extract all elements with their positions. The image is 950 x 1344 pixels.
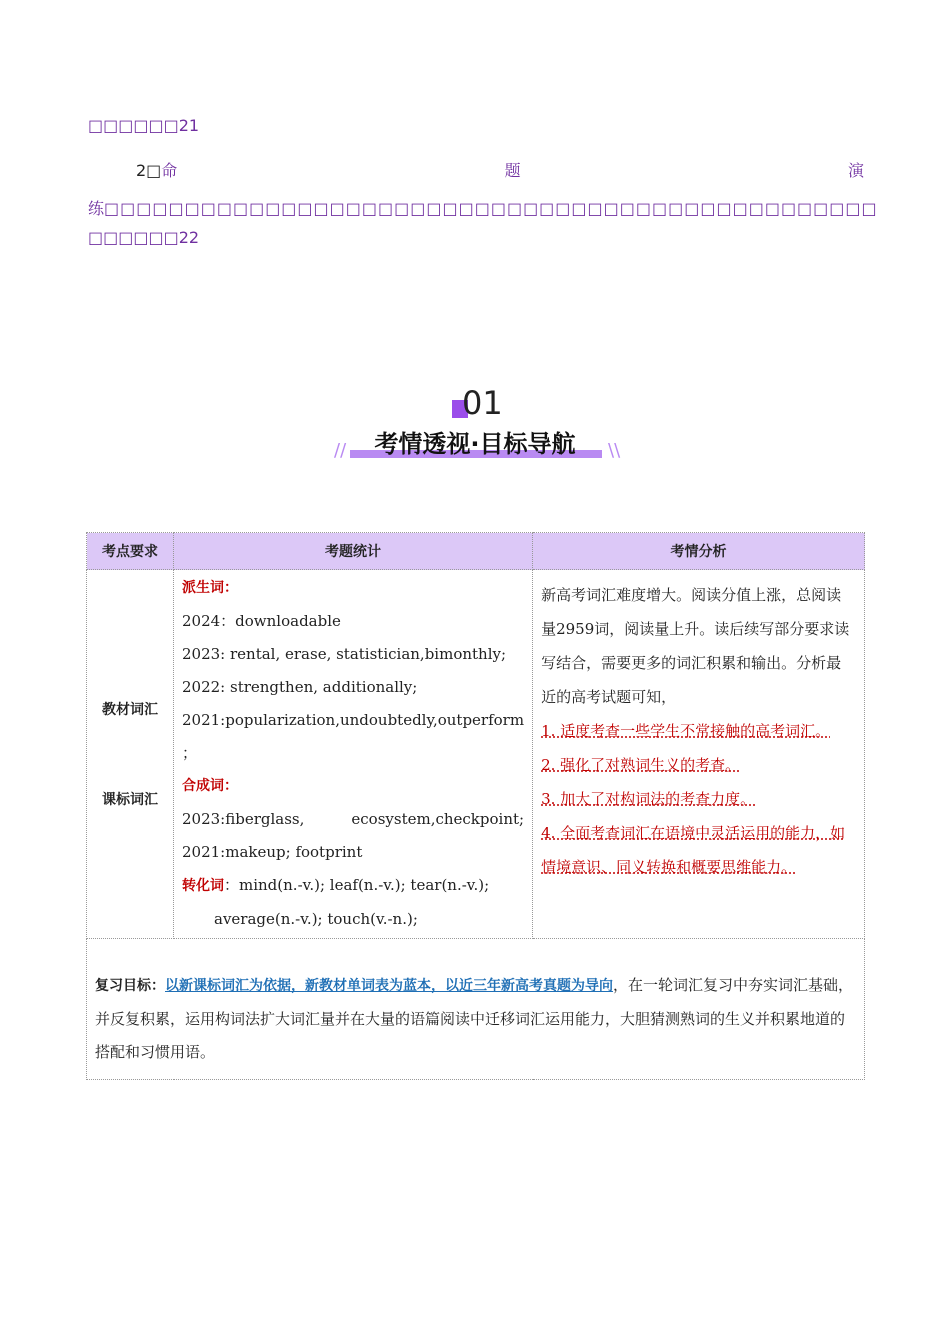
derived-2024: 2024：downloadable xyxy=(182,612,341,630)
conversion-line-1 xyxy=(182,869,524,903)
compound-tag: 合成词： xyxy=(182,778,238,794)
compound-2023-a: 2023:fiberglass, xyxy=(182,810,305,828)
conversion-words-1: ：mind(n.-v.); leaf(n.-v.); tear(n.-v.); xyxy=(224,876,490,894)
compound-2023 xyxy=(182,803,524,836)
review-goal-text: ，在一轮词汇复习中夯实词汇基础，并反复积累，运用构词法扩大词汇量并在大量的语篇阅读中迁移词汇运用能力，大胆猜测熟词的生义并积累地道的搭配和习惯用语。 xyxy=(95,976,854,1061)
review-goal-label: 复习目标： xyxy=(95,978,165,994)
analysis-point-4: 4. 全面考查词汇在语境中灵活运用的能力，如情境意识、同义转换和概要思维能力。 xyxy=(541,824,846,876)
slash-right-icon: \\ xyxy=(608,440,621,461)
table-header-row xyxy=(87,533,865,570)
slash-left-icon: // xyxy=(334,440,347,461)
toc-entry-2-char-c: 演 xyxy=(847,161,864,180)
toc-entry-2-page[interactable]: □□□□□□22 xyxy=(88,228,200,247)
section-heading xyxy=(0,382,950,462)
derived-2022: 2022: strengthen, additionally; xyxy=(182,678,418,696)
analysis-intro: 新高考词汇难度增大。阅读分值上涨，总阅读量2959词，阅读量上升。读后续写部分要求读写结合，需要更多的词汇积累和输出。分析最近的高考试题可知， xyxy=(541,586,850,706)
compound-2021: 2021:makeup; footprint xyxy=(182,843,363,861)
review-goal-cell xyxy=(87,939,865,1080)
review-goal-link[interactable]: 以新课标词汇为依据，新教材单词表为蓝本，以近三年新高考真题为导向 xyxy=(165,978,613,994)
requirement-standard: 课标词汇 xyxy=(102,792,158,808)
derived-2023: 2023: rental, erase, statistician,bimonthly; xyxy=(182,645,507,663)
section-title: 考情透视·目标导航 xyxy=(374,430,576,458)
analysis-cell xyxy=(533,570,865,939)
toc-entry-2-char-d: 练 xyxy=(88,199,105,218)
toc-entry-2-char-b: 题 xyxy=(504,161,521,180)
conversion-tag: 转化词 xyxy=(182,878,224,894)
statistics-cell xyxy=(174,570,533,939)
toc-entry-2-leader: □□□□□□□□□□□□□□□□□□□□□□□□□□□□□□□□□□□□□□□□□□□□□□□□ xyxy=(104,199,878,218)
toc-entry-2-number: 2□ xyxy=(136,161,162,180)
header-statistics: 考题统计 xyxy=(174,533,533,570)
conversion-line-2: average(n.-v.); touch(v.-n.); xyxy=(214,910,418,928)
requirement-textbook: 教材词汇 xyxy=(102,702,158,718)
toc-entry-2[interactable] xyxy=(88,152,878,228)
toc-entry-2-char-a: 命 xyxy=(161,161,178,180)
table-row xyxy=(87,570,865,939)
derived-2021: 2021:popularization,undoubtedly,outperform xyxy=(182,711,525,729)
analysis-point-1: 1. 适度考查一些学生不常接触的高考词汇。 xyxy=(541,722,831,740)
table-goal-row xyxy=(87,939,865,1080)
derived-tag: 派生词： xyxy=(182,580,238,596)
analysis-point-2: 2. 强化了对熟词生义的考查。 xyxy=(541,756,741,774)
requirement-cell xyxy=(87,570,174,939)
header-requirement: 考点要求 xyxy=(87,533,174,570)
section-number: 01 xyxy=(462,384,503,422)
analysis-point-3: 3. 加大了对构词法的考查力度。 xyxy=(541,790,756,808)
exam-analysis-table xyxy=(86,532,865,1080)
toc-entry-1[interactable]: □□□□□□21 xyxy=(88,116,200,135)
header-analysis: 考情分析 xyxy=(533,533,865,570)
derived-2021-end: ； xyxy=(182,744,198,762)
compound-2023-b: ecosystem,checkpoint; xyxy=(351,810,525,828)
